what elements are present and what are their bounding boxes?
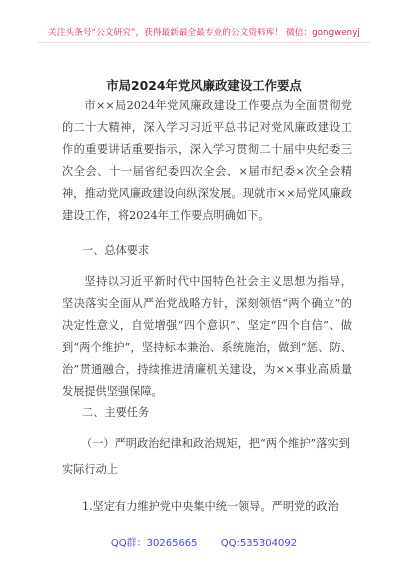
header-divider xyxy=(38,42,370,43)
task-item-1: 1.坚定有力维护党中央集中统一领导。严明党的政治 xyxy=(82,500,339,513)
subsection-heading-discipline: （一）严明政治纪律和政治规矩，把“两个维护”落实到实际行动上 xyxy=(62,437,350,476)
footer-qq-number: QQ:535304092 xyxy=(220,538,298,549)
footer-qq-group: QQ群：30265665 xyxy=(110,538,198,549)
section-heading-overall: 一、总体要求 xyxy=(82,244,150,257)
document-title: 市局2024年党风廉政建设工作要点 xyxy=(106,78,302,93)
footer-contact xyxy=(0,534,408,549)
section-heading-tasks: 二、主要任务 xyxy=(82,406,150,419)
intro-paragraph: 市××局2024年党风廉政建设工作要点为全面贯彻党的二十大精神，深入学习习近平总书记对党风廉政建设工作的重要讲话重要指示，深入学习贯彻二十届中央纪委三次全会、十一届省纪委四次全会、×届市纪委×次全会精神，推动党风廉政建设向纵深发展。现就市××局党风廉政建设工作，将2024年工作要点明确如下。 xyxy=(62,99,352,222)
overall-requirements-paragraph: 坚持以习近平新时代中国特色社会主义思想为指导，坚决落实全面从严治党战略方针，深刻领悟“两个确立”的决定性意义，自觉增强“四个意识”、坚定“四个自信”、做到“两个维护”，坚持标本兼治、系统施治，做到“惩、防、治”贯通融合，持续推进清廉机关建设，为××事业高质量发展提供坚强保障。 xyxy=(62,275,352,398)
header-banner: 关注头条号“公文研究”，获得最新最全最专业的公文资料库！ 微信：gongwenyj xyxy=(48,28,360,38)
